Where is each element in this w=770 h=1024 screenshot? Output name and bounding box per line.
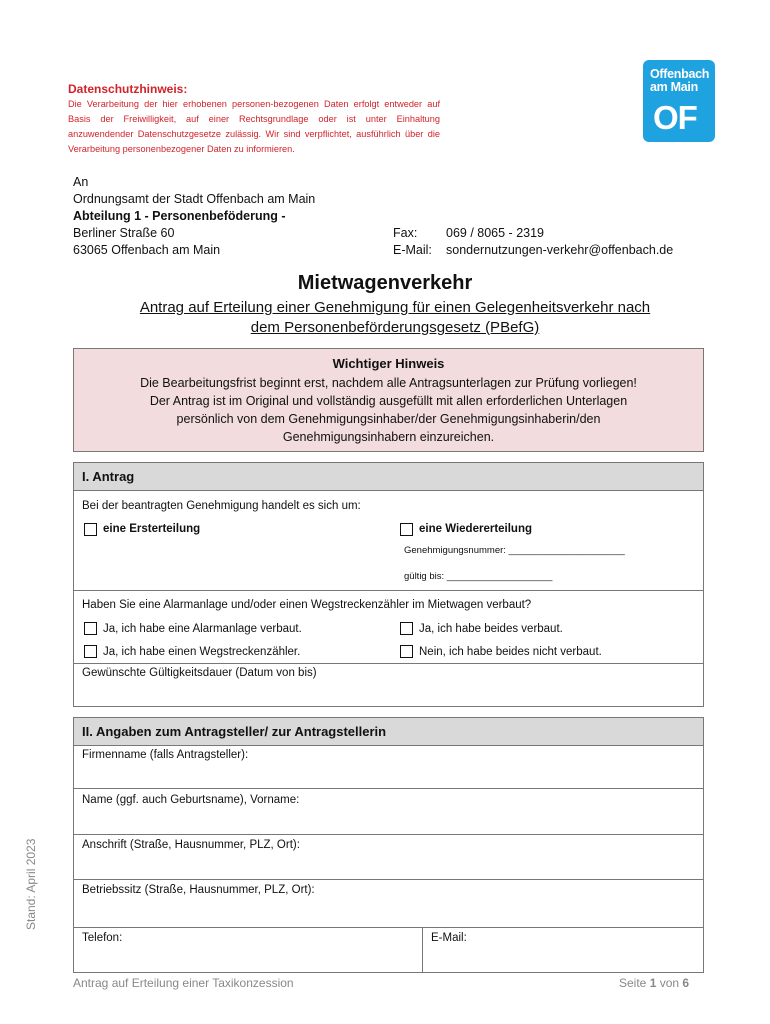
divider: [422, 927, 423, 972]
logo-line-1: Offenbach: [650, 67, 710, 81]
page-mid: von: [656, 976, 683, 990]
email-value: sondernutzungen-verkehr@offenbach.de: [446, 243, 674, 257]
label-counter: Ja, ich habe einen Wegstreckenzähler.: [103, 646, 301, 658]
page-total: 6: [682, 976, 690, 990]
recipient-address: [73, 174, 315, 259]
checkbox-renewal[interactable]: [400, 523, 413, 536]
important-notice-box: [73, 348, 704, 452]
notice-title: Wichtiger Hinweis: [332, 356, 445, 371]
page-current: 1: [649, 976, 657, 990]
checkbox-first-issue[interactable]: [84, 523, 97, 536]
business-seat-field[interactable]: Betriebssitz (Straße, Hausnummer, PLZ, Ort):: [82, 884, 315, 896]
name-field[interactable]: Name (ggf. auch Geburtsname), Vorname:: [82, 794, 300, 806]
page-prefix: Seite: [619, 976, 650, 990]
label-first-issue: eine Ersterteilung: [103, 523, 201, 535]
label-both: Ja, ich habe beides verbaut.: [419, 623, 563, 635]
notice-line-4: Genehmigungsinhabern einzureichen.: [282, 430, 495, 444]
section-applicant: [73, 717, 704, 973]
section-application: [73, 462, 704, 707]
logo-line-2: am Main: [650, 80, 698, 94]
privacy-text: Die Verarbeitung der hier erhobenen personen-bezogenen Daten erfolgt entweder auf Basis der Freiwilligkeit, auf einer Rechtsgrundlage oder ist unter Einhaltung anzuwendender Datenschutzgesetze zulässig. Wir sind verpflichtet, ausführlich über die Verarbeitung personenbezogener Daten zu informieren.: [68, 99, 440, 154]
divider: [74, 663, 703, 664]
contact-values: [446, 225, 673, 259]
checkbox-alarm[interactable]: [84, 622, 97, 635]
notice-text: [98, 374, 679, 446]
divider: [74, 927, 703, 928]
checkbox-none[interactable]: [400, 645, 413, 658]
checkbox-both[interactable]: [400, 622, 413, 635]
footer-page-number: [619, 976, 689, 990]
checkbox-counter[interactable]: [84, 645, 97, 658]
footer-document-title: Antrag auf Erteilung einer Taxikonzession: [73, 976, 294, 990]
contact-labels: [393, 225, 432, 259]
valid-until-field[interactable]: gültig bis: ____________________: [404, 571, 553, 582]
page-title: Mietwagenverkehr: [297, 272, 473, 294]
page-subtitle: [80, 298, 710, 338]
divider: [74, 834, 703, 835]
address-field[interactable]: Anschrift (Straße, Hausnummer, PLZ, Ort):: [82, 839, 300, 851]
divider: [74, 788, 703, 789]
address-office: Ordnungsamt der Stadt Offenbach am Main: [73, 192, 316, 206]
email-label: E-Mail:: [393, 243, 432, 257]
section-2-heading: II. Angaben zum Antragsteller/ zur Antragstellerin: [74, 718, 703, 746]
fax-value: 069 / 8065 - 2319: [446, 226, 544, 240]
label-alarm: Ja, ich habe eine Alarmanlage verbaut.: [103, 623, 302, 635]
divider: [74, 590, 703, 591]
offenbach-logo: [643, 60, 715, 142]
divider: [74, 879, 703, 880]
question-permit-type: Bei der beantragten Genehmigung handelt es sich um:: [82, 500, 361, 512]
fax-label: Fax:: [393, 226, 418, 240]
address-department: Abteilung 1 - Personenbeföderung -: [73, 209, 286, 223]
subtitle-line-1: Antrag auf Erteilung einer Genehmigung für einen Gelegenheitsverkehr nach: [139, 299, 651, 316]
notice-line-2: Der Antrag ist im Original und vollständig ausgefüllt mit allen erforderlichen Unterlagen: [149, 394, 628, 408]
phone-field[interactable]: Telefon:: [82, 932, 123, 944]
notice-line-3: persönlich von dem Genehmigungsinhaber/der Genehmigungsinhaberin/den: [176, 412, 601, 426]
logo-abbr: OF: [653, 99, 697, 136]
address-city: 63065 Offenbach am Main: [73, 243, 221, 257]
company-name-field[interactable]: Firmenname (falls Antragsteller):: [82, 749, 249, 761]
permit-number-field[interactable]: Genehmigungsnummer: ______________________: [404, 545, 625, 556]
address-street: Berliner Straße 60: [73, 226, 175, 240]
privacy-title: Datenschutzhinweis:: [68, 82, 188, 96]
address-to: An: [73, 175, 89, 189]
section-1-heading: I. Antrag: [74, 463, 703, 491]
label-none: Nein, ich habe beides nicht verbaut.: [419, 646, 602, 658]
subtitle-line-2: dem Personenbeförderungsgesetz (PBefG): [250, 319, 540, 336]
label-renewal: eine Wiedererteilung: [419, 523, 533, 535]
email-field[interactable]: E-Mail:: [431, 932, 467, 944]
validity-field[interactable]: Gewünschte Gültigkeitsdauer (Datum von bis): [82, 667, 317, 679]
notice-line-1: Die Bearbeitungsfrist beginnt erst, nachdem alle Antragsunterlagen zur Prüfung vorliegen!: [140, 376, 637, 390]
version-stamp: Stand: April 2023: [24, 838, 38, 930]
question-equipment: Haben Sie eine Alarmanlage und/oder einen Wegstreckenzähler im Mietwagen verbaut?: [82, 599, 532, 611]
